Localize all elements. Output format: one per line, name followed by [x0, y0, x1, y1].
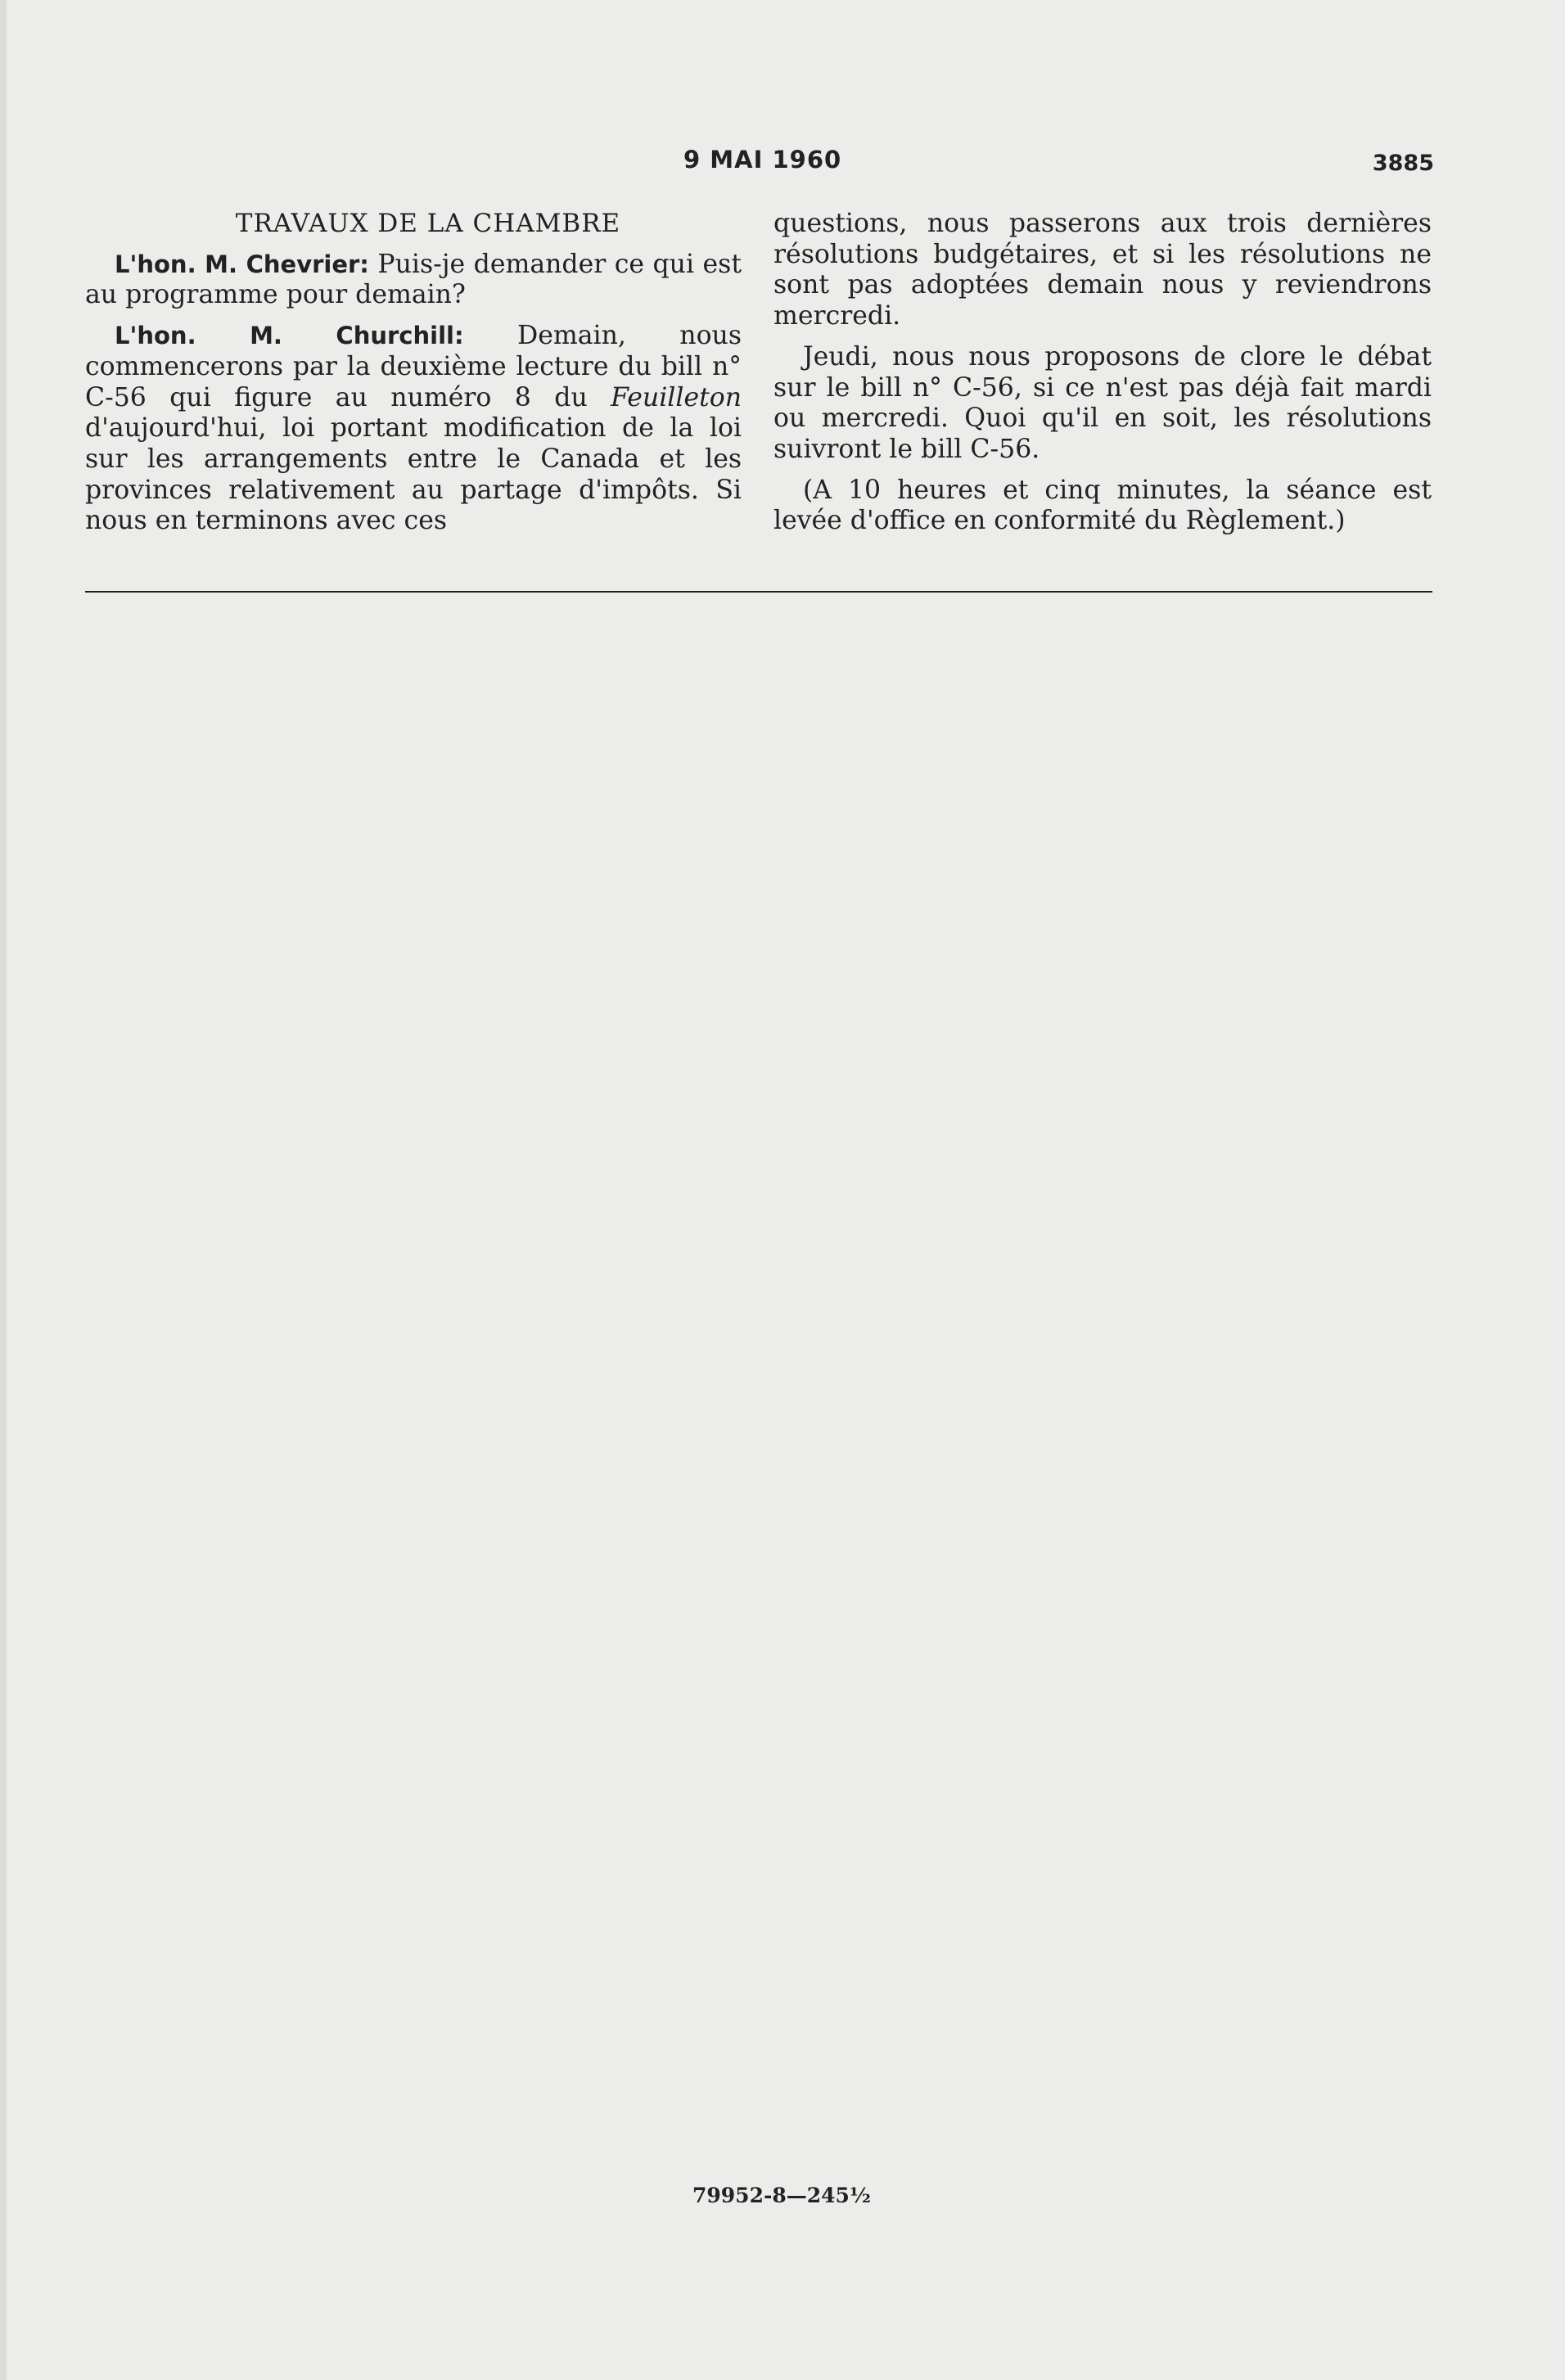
page-number: 3885	[1372, 151, 1434, 176]
speaker-name: L'hon. M. Churchill:	[115, 322, 464, 350]
italic-title: Feuilleton	[611, 382, 742, 412]
paragraph-chevrier	[85, 250, 742, 311]
paragraph-jeudi: Jeudi, nous nous proposons de clore le débat sur le bill n° C-56, si ce n'est pas déjà fait mardi ou mercredi. Quoi qu'il en soit, les résolutions suivront le bill C-56.	[773, 341, 1432, 464]
print-code: 79952-8—245½	[692, 2184, 871, 2207]
paragraph-continuation: questions, nous passerons aux trois dernières résolutions budgétaires, et si les résolutions ne sont pas adoptées demain nous y reviendrons mercredi.	[773, 209, 1432, 331]
right-column	[773, 209, 1432, 547]
page-header	[0, 146, 1565, 195]
paragraph-text: d'aujourd'hui, loi portant modification de la loi sur les arrangements entre le Canada et les provinces relativement au partage d'impôts. Si nous en terminons avec ces	[85, 413, 742, 536]
paragraph-text: Puis-je demander ce qui est au programme pour demain?	[85, 249, 742, 310]
horizontal-rule	[85, 591, 1432, 593]
page-footer	[0, 2184, 1565, 2207]
paragraph-text: Demain, nous commencerons par la deuxième lecture du bill n° C-56 qui figure au numéro 8 du	[85, 321, 742, 412]
left-column	[85, 209, 742, 547]
paragraph-churchill	[85, 321, 742, 537]
speaker-name: L'hon. M. Chevrier:	[115, 250, 369, 278]
page-edge	[0, 0, 7, 2380]
paragraph-adjournment: (A 10 heures et cinq minutes, la séance est levée d'office en conformité du Règlement.)	[773, 475, 1432, 536]
section-heading: TRAVAUX DE LA CHAMBRE	[235, 209, 621, 238]
header-date: 9 MAI 1960	[683, 146, 842, 174]
